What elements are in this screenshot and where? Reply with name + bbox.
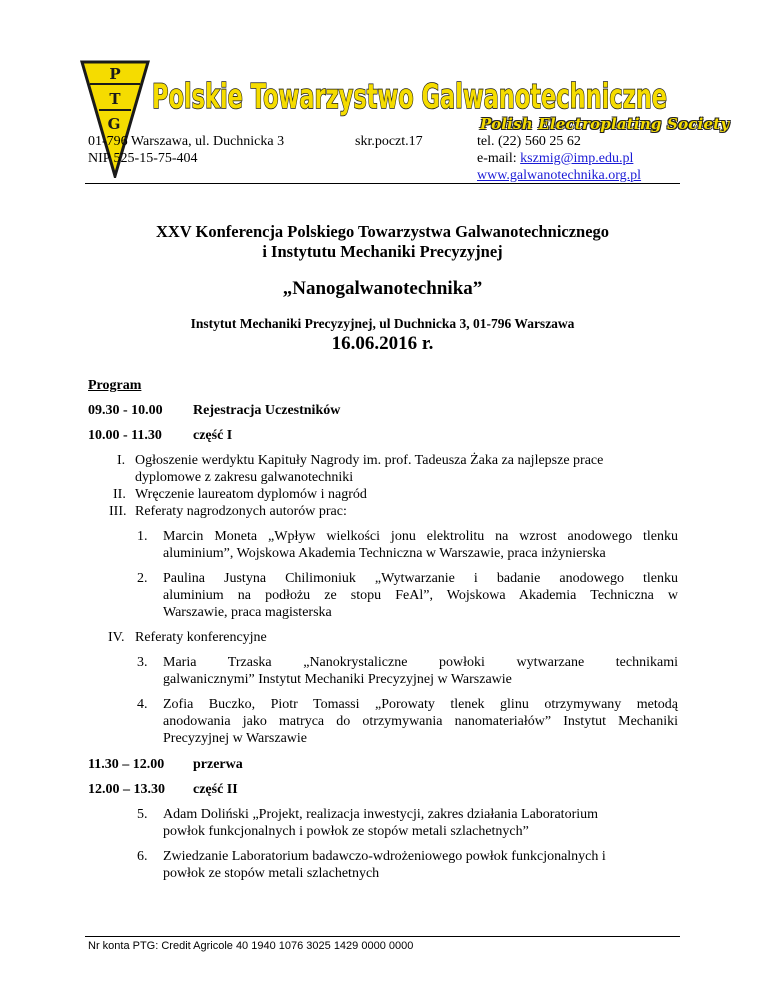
conference-title-line2: i Instytutu Mechaniki Precyzyjnej <box>262 242 503 261</box>
item-number: 6. <box>137 849 148 864</box>
program-heading: Program <box>88 378 142 393</box>
agenda-text: Wręczenie laureatom dyplomów i nagród <box>135 487 367 502</box>
conference-venue: Instytut Mechaniki Precyzyjnej, ul Duchnicka 3, 01-796 Warszawa <box>190 316 575 331</box>
roman-numeral: III. <box>109 504 127 519</box>
conference-name: „Nanogalwanotechnika” <box>282 278 483 299</box>
conference-title-line1: XXV Konferencja Polskiego Towarzystwa Galwanotechnicznego <box>155 222 610 241</box>
nip-line: NIP 525-15-75-404 <box>88 151 198 166</box>
header-divider <box>85 183 680 184</box>
item-text: Adam Doliński „Projekt, realizacja inwestycji, zakres działania Laboratorium <box>163 807 599 822</box>
address-block <box>88 133 284 167</box>
item-number: 2. <box>137 571 148 586</box>
slot-time: 12.00 – 13.30 <box>88 782 165 797</box>
item-text: Paulina Justyna Chilimoniuk „Wytwarzanie i badanie anodowego tlenku <box>163 571 678 586</box>
item-text: Warszawie, praca magisterska <box>163 605 332 620</box>
item-number: 5. <box>137 807 148 822</box>
website-link[interactable]: www.galwanotechnika.org.pl <box>477 168 642 183</box>
agenda-text: dyplomowe z zakresu galwanotechniki <box>135 470 354 485</box>
society-name-english: Polish Electroplating Society <box>480 115 730 133</box>
phone-line: tel. (22) 560 25 62 <box>477 134 581 149</box>
slot-time: 11.30 – 12.00 <box>88 757 165 772</box>
item-text: Zwiedzanie Laboratorium badawczo-wdrożeniowego powłok funkcjonalnych i <box>163 849 606 864</box>
item-text: aluminium”, Wojskowa Akademia Techniczna w Warszawie, praca inżynierska <box>163 546 606 561</box>
roman-numeral: IV. <box>108 630 125 645</box>
item-number: 4. <box>137 697 148 712</box>
slot-time: 09.30 - 10.00 <box>88 403 163 418</box>
slot-time: 10.00 - 11.30 <box>88 428 162 443</box>
item-text: powłok ze stopów metali szlachetnych <box>163 866 380 881</box>
po-box: skr.poczt.17 <box>355 134 423 149</box>
society-name-text: Polskie Towarzystwo Galwanotechniczne <box>152 77 667 117</box>
logo-letter-t: T <box>109 90 121 108</box>
email-link[interactable]: kszmig@imp.edu.pl <box>520 151 634 166</box>
item-text: powłok funkcjonalnych i powłok ze stopów metali szlachetnych” <box>163 824 529 839</box>
slot-title: część II <box>193 782 238 797</box>
item-text: Precyzyjnej w Warszawie <box>163 731 307 746</box>
item-text: galwanicznymi” Instytut Mechaniki Precyzyjnej w Warszawie <box>163 672 512 687</box>
item-text: aluminium na podłożu ze stopu FeAl”, Wojskowa Akademia Techniczna w <box>163 588 678 603</box>
item-text: Maria Trzaska „Nanokrystaliczne powłoki wytwarzane technikami <box>163 655 678 670</box>
contact-block <box>477 133 641 184</box>
website-line <box>477 167 641 184</box>
slot-title: przerwa <box>193 757 243 772</box>
email-line <box>477 150 641 167</box>
conference-date: 16.06.2016 r. <box>331 333 434 354</box>
logo-letter-g: G <box>107 115 121 133</box>
slot-title: Rejestracja Uczestników <box>193 403 341 418</box>
item-text: Zofia Buczko, Piotr Tomassi „Porowaty tlenek glinu otrzymywany metodą <box>163 697 678 712</box>
item-text: Marcin Moneta „Wpływ wielkości jonu elektrolitu na wzrost anodowego tlenku <box>163 529 678 544</box>
agenda-text: Referaty nagrodzonych autorów prac: <box>135 504 347 519</box>
agenda-text: Referaty konferencyjne <box>135 630 267 645</box>
bank-account: Nr konta PTG: Credit Agricole 40 1940 1076 3025 1429 0000 0000 <box>88 940 414 952</box>
item-number: 1. <box>137 529 148 544</box>
address-line: 01-796 Warszawa, ul. Duchnicka 3 <box>88 134 285 149</box>
roman-numeral: II. <box>113 487 126 502</box>
conference-title <box>85 222 680 262</box>
agenda-text: Ogłoszenie werdyktu Kapituły Nagrody im. prof. Tadeusza Żaka za najlepsze prace <box>135 453 604 468</box>
society-name <box>150 68 670 118</box>
footer-divider <box>85 936 680 937</box>
slot-title: część I <box>193 428 233 443</box>
item-number: 3. <box>137 655 148 670</box>
logo-letter-p: P <box>109 65 121 83</box>
email-label: e-mail: <box>477 151 521 166</box>
roman-numeral: I. <box>117 453 126 468</box>
item-text: anodowania jako matryca do otrzymywania nanomateriałów” Instytut Mechaniki <box>163 714 678 729</box>
